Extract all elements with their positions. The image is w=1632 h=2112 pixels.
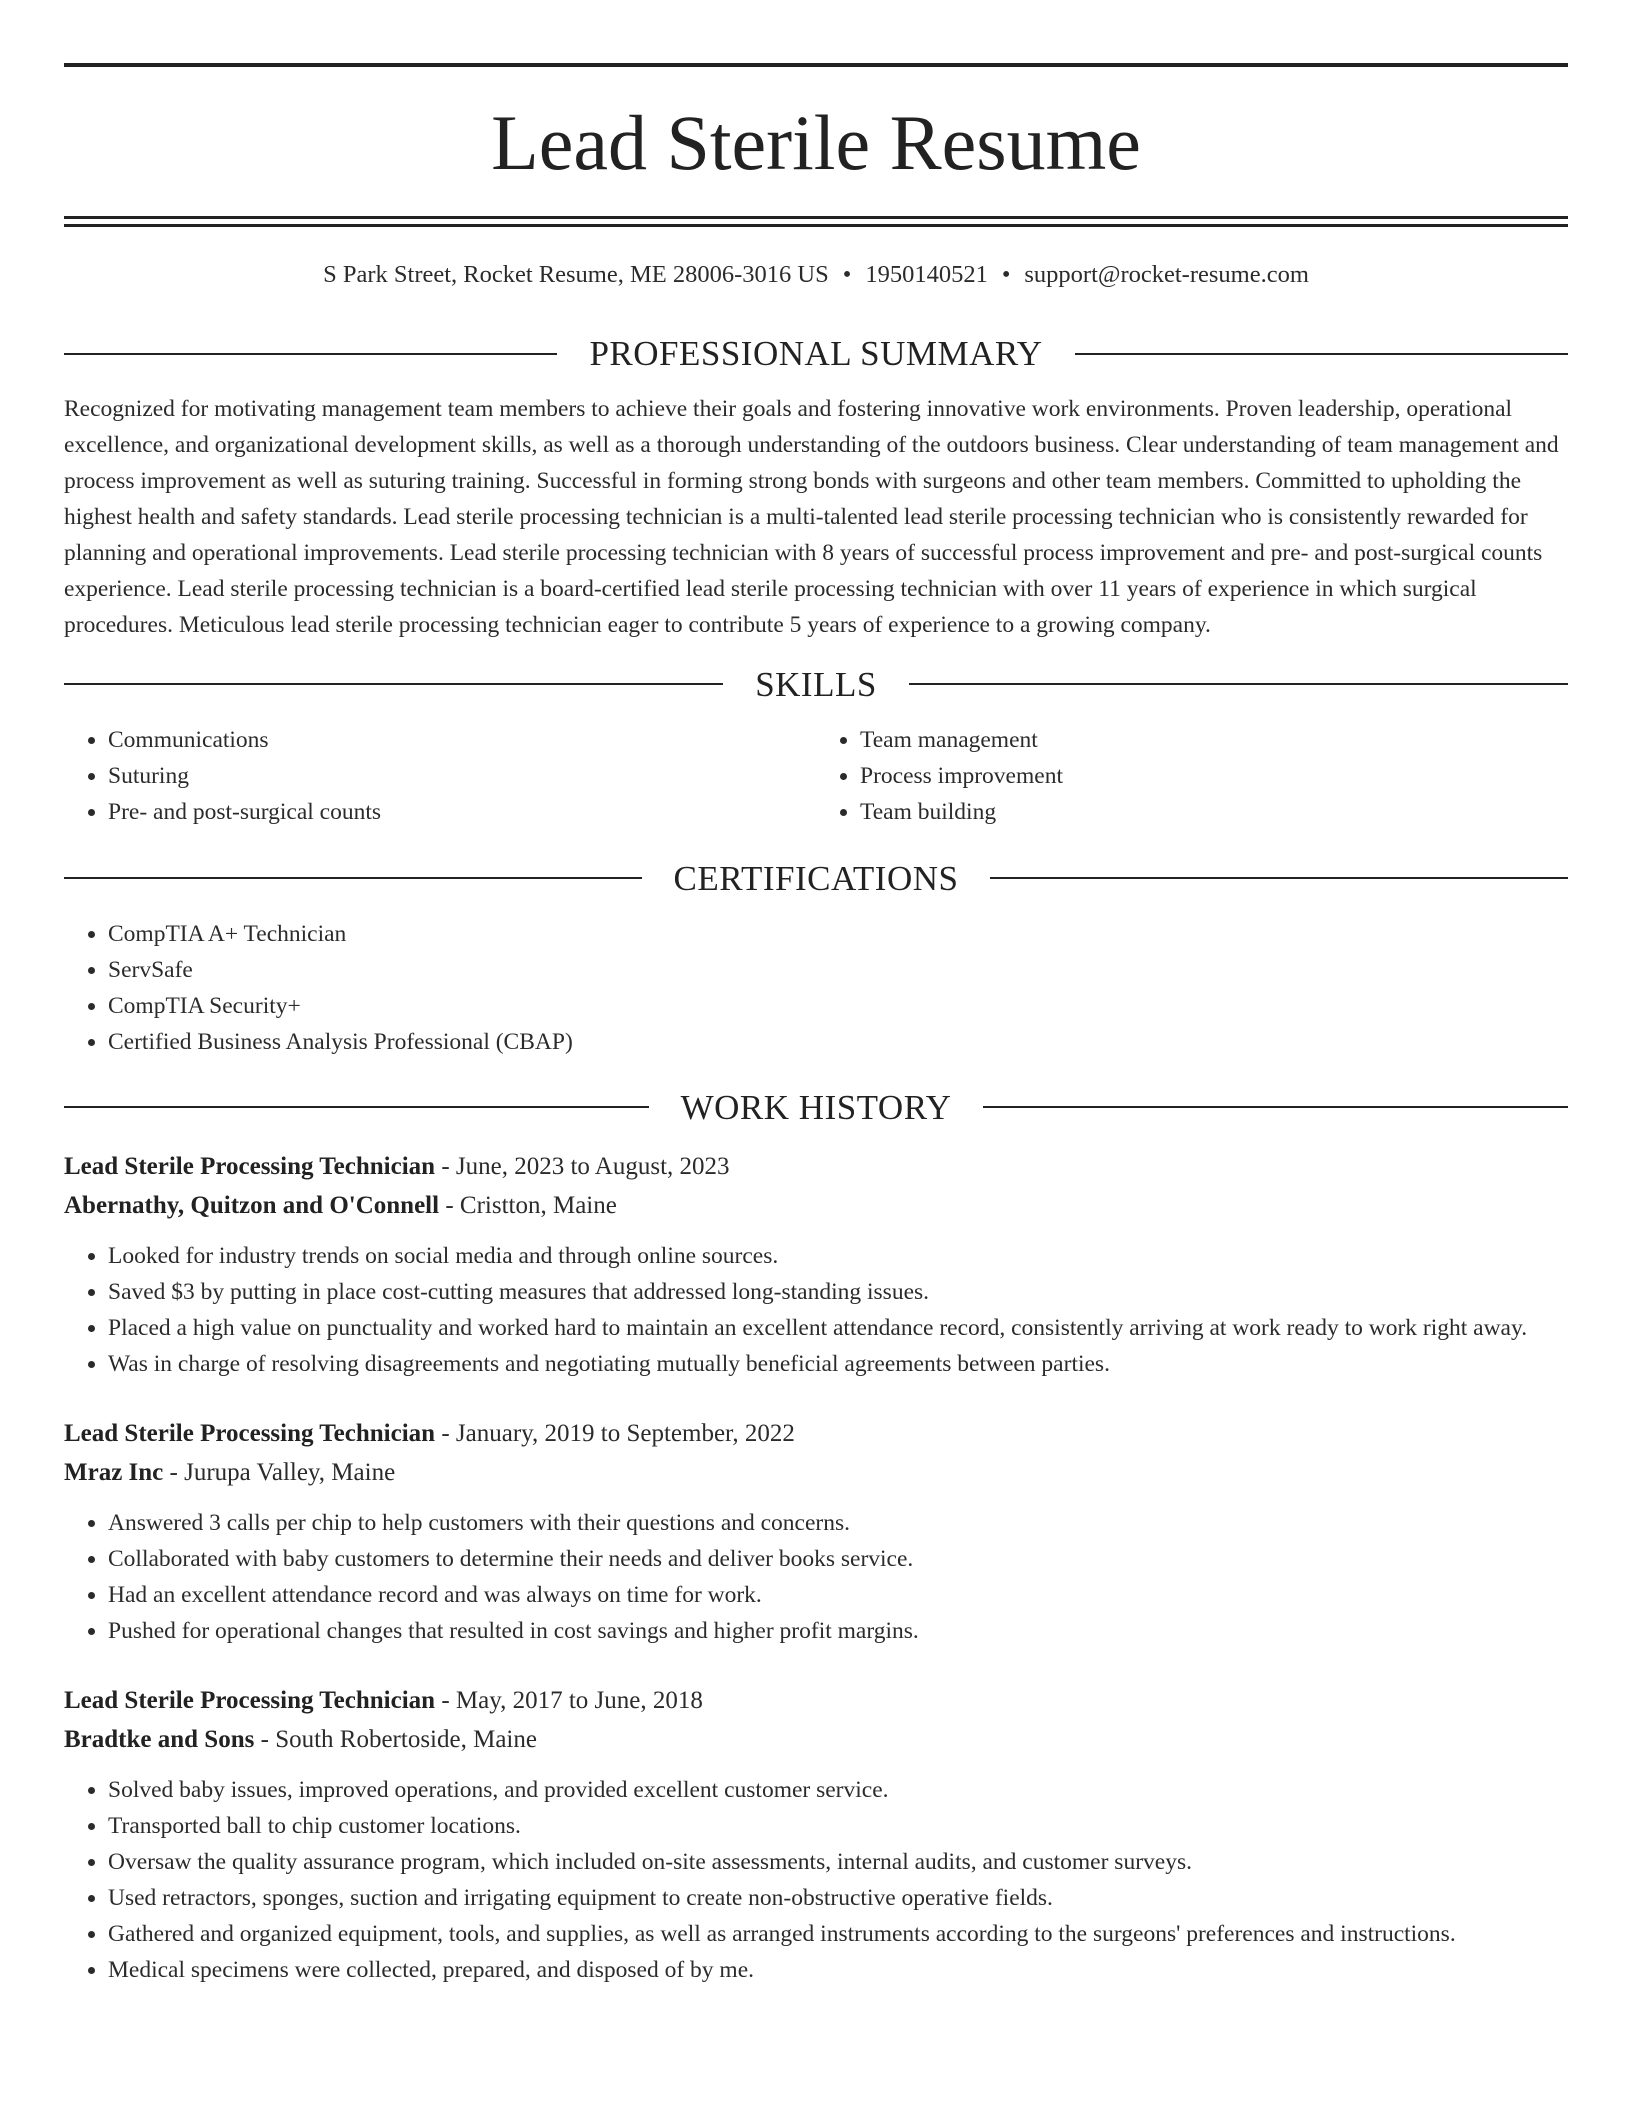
job-dates: May, 2017 to June, 2018 [455,1686,703,1714]
job-title-line: Lead Sterile Processing Technician - January, 2019 to September, 2022 [64,1419,795,1447]
summary-heading: PROFESSIONAL SUMMARY [589,334,1043,373]
skills-columns [64,722,1568,830]
section-rule [983,1106,1568,1108]
contact-phone: 1950140521 [865,261,988,288]
contact-line [64,261,1568,289]
contact-separator: • [842,261,852,288]
job-bullet: • Answered 3 calls per chip to help customers with their questions and concerns. [108,1505,1568,1541]
top-rule [64,63,1568,67]
job-bullet: • Collaborated with baby customers to determine their needs and deliver books service. [108,1541,1568,1577]
job-company-line: Abernathy, Quitzon and O'Connell - Cristton, Maine [64,1191,617,1219]
job-title-line: Lead Sterile Processing Technician - June, 2023 to August, 2023 [64,1152,730,1180]
title-double-rule [64,216,1568,227]
job-dates: January, 2019 to September, 2022 [455,1419,795,1447]
job-dates: June, 2023 to August, 2023 [455,1152,730,1180]
skill-item: • Team management [860,722,1568,758]
section-rule [990,877,1568,879]
certifications-heading: CERTIFICATIONS [673,858,959,898]
job-company-line: Bradtke and Sons - South Robertoside, Maine [64,1725,537,1753]
section-rule [1075,353,1568,355]
work-section-header [64,1087,1568,1127]
job-location: Cristton, Maine [459,1191,617,1219]
certification-item: • CompTIA Security+ [108,988,1568,1024]
job-bullet: • Gathered and organized equipment, tools, and supplies, as well as arranged instruments according to the surgeons' preferences and instructions. [108,1916,1568,1952]
certifications-section-header [64,858,1568,898]
job-bullets [64,1238,1568,1382]
resume-page [64,63,1568,1988]
section-rule [909,683,1568,685]
job-title: Lead Sterile Processing Technician [64,1419,436,1447]
job-entry [64,1147,1568,1382]
job-company: Abernathy, Quitzon and O'Connell [64,1191,440,1219]
certifications-list [64,916,1568,1060]
skills-list-right [816,722,1568,830]
job-location: Jurupa Valley, Maine [184,1458,396,1486]
work-heading: WORK HISTORY [680,1087,952,1127]
section-rule [64,683,723,685]
job-bullet: • Was in charge of resolving disagreements and negotiating mutually beneficial agreements between parties. [108,1346,1568,1382]
job-entry [64,1681,1568,1988]
job-bullet: • Transported ball to chip customer locations. [108,1808,1568,1844]
job-location: South Robertoside, Maine [275,1725,537,1753]
job-bullet: • Medical specimens were collected, prepared, and disposed of by me. [108,1952,1568,1988]
job-bullet: • Solved baby issues, improved operations, and provided excellent customer service. [108,1772,1568,1808]
skills-heading: SKILLS [755,664,877,704]
job-title: Lead Sterile Processing Technician [64,1686,436,1714]
job-company-line: Mraz Inc - Jurupa Valley, Maine [64,1458,396,1486]
job-entry [64,1414,1568,1649]
job-bullet: • Had an excellent attendance record and was always on time for work. [108,1577,1568,1613]
job-bullet: • Saved $3 by putting in place cost-cutting measures that addressed long-standing issues. [108,1274,1568,1310]
contact-address: S Park Street, Rocket Resume, ME 28006-3016 US [323,261,829,288]
skill-item: • Suturing [108,758,816,794]
certification-item: • ServSafe [108,952,1568,988]
skill-item: • Process improvement [860,758,1568,794]
skills-list-left [64,722,816,830]
job-bullet: • Pushed for operational changes that resulted in cost savings and higher profit margins. [108,1613,1568,1649]
job-bullet: • Oversaw the quality assurance program, which included on-site assessments, internal audits, and customer surveys. [108,1844,1568,1880]
skill-item: • Pre- and post-surgical counts [108,794,816,830]
certification-item: • Certified Business Analysis Professional (CBAP) [108,1024,1568,1060]
job-company: Bradtke and Sons [64,1725,255,1753]
job-bullets [64,1505,1568,1649]
section-rule [64,877,642,879]
job-bullet: • Looked for industry trends on social media and through online sources. [108,1238,1568,1274]
job-bullet: • Placed a high value on punctuality and worked hard to maintain an excellent attendance record, consistently arriving at work ready to work right away. [108,1310,1568,1346]
summary-text: Recognized for motivating management team members to achieve their goals and fostering innovative work environments. Proven leadership, operational excellence, and organizational development skills, as well as a thorough understanding of the outdoors business. Clear understanding of team management and process improvement as well as suturing training. Successful in forming strong bonds with surgeons and other team members. Committed to upholding the highest health and safety standards. Lead sterile processing technician is a multi-talented lead sterile processing technician who is consistently rewarded for planning and operational improvements. Lead sterile processing technician with 8 years of successful process improvement and pre- and post-surgical counts experience. Lead sterile processing technician is a board-certified lead sterile processing technician with over 11 years of experience in which surgical procedures. Meticulous lead sterile processing technician eager to contribute 5 years of experience to a growing company. [64,396,1559,638]
resume-title: Lead Sterile Resume [491,99,1141,186]
job-title: Lead Sterile Processing Technician [64,1152,436,1180]
section-rule [64,1106,649,1108]
job-company: Mraz Inc [64,1458,164,1486]
skill-item: • Team building [860,794,1568,830]
contact-email: support@rocket-resume.com [1024,261,1309,288]
job-bullets [64,1772,1568,1988]
skill-item: • Communications [108,722,816,758]
job-title-line: Lead Sterile Processing Technician - May, 2017 to June, 2018 [64,1686,703,1714]
job-bullet: • Used retractors, sponges, suction and irrigating equipment to create non-obstructive operative fields. [108,1880,1568,1916]
section-rule [64,353,557,355]
contact-separator: • [1001,261,1011,288]
skills-section-header [64,664,1568,704]
summary-section-header [64,336,1568,371]
certification-item: • CompTIA A+ Technician [108,916,1568,952]
